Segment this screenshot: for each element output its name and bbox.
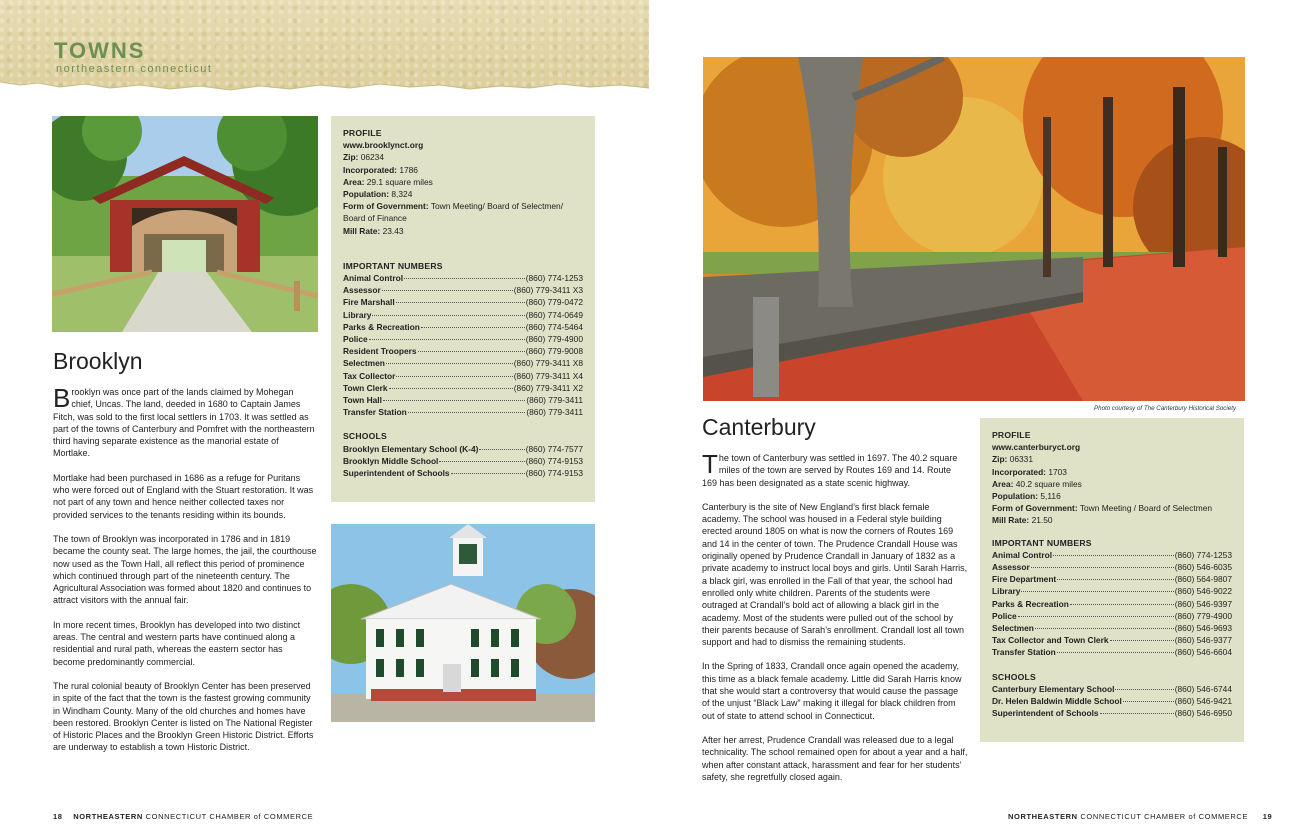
number-row [992, 646, 1232, 658]
article-paragraph: Canterbury is the site of New England’s first black female academy. The school was housed in a Federal style building erected around 1805 on what is now the corners of Routes 169 and 14 in the center of town. The Prudence Crandall House was originally opened by Prudence Crandall in January of 1832 as a private academy to instruct local boys and girls. Until Sarah Harris, a black girl, was enrolled in the Fall of that year, the school had enrolled only white children. Parents of the students were outraged at Crandall’s bold act of allowing a black girl in the academy. Most of the students were pulled out of the school by their parents because of Sarah’s enrollment. Crandall lost all town support and had to dismiss the remaining students. [702, 501, 968, 648]
school-row [992, 683, 1232, 695]
phone-number: (860) 779-3411 X3 [513, 285, 583, 296]
incorporated-line: Incorporated: 1703 [992, 466, 1067, 477]
entry-label: Brooklyn Elementary School (K-4) [343, 443, 479, 454]
numbers-list [343, 272, 583, 418]
dot-leader [372, 315, 524, 316]
area-line: Area: 40.2 square miles [992, 478, 1082, 489]
number-row [343, 333, 583, 345]
entry-label: Selectmen [992, 623, 1034, 634]
number-row [343, 321, 583, 333]
number-row [343, 406, 583, 418]
section-subtitle: northeastern connecticut [56, 63, 213, 75]
number-row [992, 610, 1232, 622]
entry-label: Dr. Helen Baldwin Middle School [992, 696, 1122, 707]
phone-number: (860) 779-3411 [526, 407, 583, 418]
phone-number: (860) 774-7577 [525, 443, 583, 454]
page-number: 18 [53, 812, 63, 821]
entry-label: Fire Department [992, 574, 1057, 585]
entry-label: Library [992, 586, 1021, 597]
numbers-list [992, 549, 1232, 659]
autumn-stone-wall-photo [703, 57, 1245, 401]
website-link[interactable]: www.canterburyct.org [992, 442, 1081, 453]
zip-line: Zip: 06234 [343, 152, 384, 163]
dropcap: T [702, 449, 718, 479]
number-row [992, 622, 1232, 634]
phone-number: (860) 779-3411 X2 [513, 382, 583, 393]
number-row [992, 585, 1232, 597]
right-page [649, 0, 1298, 840]
dot-leader [386, 363, 513, 364]
brooklyn-profile-box [331, 116, 595, 502]
entry-label: Tax Collector [343, 370, 396, 381]
page-number: 19 [1262, 812, 1273, 821]
phone-number: (860) 546-6950 [1174, 708, 1232, 719]
entry-label: Town Hall [343, 395, 382, 406]
dot-leader [1057, 579, 1173, 580]
entry-label: Selectmen [343, 358, 385, 369]
number-row [992, 561, 1232, 573]
phone-number: (860) 774-9153 [525, 455, 583, 466]
dropcap: B [53, 383, 71, 413]
number-row [343, 272, 583, 284]
number-row [343, 309, 583, 321]
phone-number: (860) 774-1253 [525, 273, 583, 284]
number-row [343, 284, 583, 296]
school-row [343, 455, 583, 467]
phone-number: (860) 546-9377 [1174, 635, 1232, 646]
population-line: Population: 5,116 [992, 491, 1061, 502]
entry-label: Assessor [992, 562, 1030, 573]
covered-bridge-photo [52, 116, 318, 332]
phone-number: (860) 546-9397 [1174, 598, 1232, 609]
phone-number: (860) 546-6035 [1174, 562, 1232, 573]
entry-label: Police [992, 610, 1017, 621]
phone-number: (860) 779-4900 [525, 334, 583, 345]
dot-leader [389, 388, 513, 389]
entry-label: Town Clerk [343, 382, 388, 393]
phone-number: (860) 779-0472 [525, 297, 583, 308]
article-paragraph: After her arrest, Prudence Crandall was released due to a legal technicality. The school remained open for about a year and a half, when after constant attack, harassment and fear for her students’ safety, she regretfully closed again. [702, 734, 968, 782]
phone-number: (860) 779-9008 [525, 346, 583, 357]
phone-number: (860) 774-9153 [525, 468, 583, 479]
dot-leader [1053, 555, 1174, 556]
article-paragraph: In more recent times, Brooklyn has developed into two distinct areas. The central and western parts have continued along a residential and rural path, whereas the eastern sector has become predominantly commercial. [53, 619, 301, 667]
entry-label: Animal Control [343, 273, 404, 284]
phone-number: (860) 546-9693 [1174, 623, 1232, 634]
mill-rate-line: Mill Rate: 23.43 [343, 225, 404, 236]
dot-leader [1070, 604, 1174, 605]
phone-number: (860) 779-4900 [1174, 610, 1232, 621]
zip-line: Zip: 06331 [992, 454, 1033, 465]
phone-number: (860) 546-6604 [1174, 647, 1232, 658]
dot-leader [1021, 591, 1173, 592]
footer-right: NORTHEASTERN CONNECTICUT CHAMBER of COMMERCE 19 [1008, 812, 1273, 821]
entry-label: Library [343, 309, 372, 320]
dot-leader [1115, 689, 1173, 690]
dot-leader [1031, 567, 1174, 568]
phone-number: (860) 546-9022 [1174, 586, 1232, 597]
numbers-heading: IMPORTANT NUMBERS [343, 260, 443, 271]
town-title-brooklyn: Brooklyn [53, 348, 143, 374]
entry-label: Transfer Station [343, 407, 407, 418]
government-line: Form of Government: Town Meeting/ Board of Selectmen/ Board of Finance [343, 201, 564, 224]
section-title: TOWNS [54, 38, 146, 63]
phone-number: (860) 779-3411 X8 [513, 358, 583, 369]
phone-number: (860) 546-9421 [1174, 696, 1232, 707]
phone-number: (860) 779-3411 [526, 395, 583, 406]
brooklyn-article [53, 383, 317, 766]
mill-rate-line: Mill Rate: 21.50 [992, 515, 1053, 526]
number-row [343, 382, 583, 394]
number-row [343, 394, 583, 406]
number-row [343, 345, 583, 357]
canterbury-article [702, 449, 968, 795]
dot-leader [1123, 701, 1174, 702]
dot-leader [383, 400, 525, 401]
school-row [343, 443, 583, 455]
entry-label: Parks & Recreation [992, 598, 1069, 609]
entry-label: Police [343, 334, 368, 345]
phone-number: (860) 779-3411 X4 [513, 370, 583, 381]
dot-leader [439, 461, 524, 462]
photo-credit: Photo courtesy of The Canterbury Historical Society [1094, 405, 1237, 412]
town-title-canterbury: Canterbury [702, 414, 816, 440]
torn-paper-edge [0, 80, 649, 98]
entry-label: Brooklyn Middle School [343, 455, 439, 466]
dot-leader [479, 449, 524, 450]
dot-leader [1057, 652, 1174, 653]
article-paragraph: The town of Canterbury was settled in 1697. The 40.2 square miles of the town are served by Routes 169 and 14. Route 169 has been designated as a state scenic highway. [702, 449, 958, 488]
dot-leader [396, 376, 512, 377]
dot-leader [418, 351, 525, 352]
dot-leader [404, 278, 525, 279]
school-row [992, 695, 1232, 707]
entry-label: Parks & Recreation [343, 321, 420, 332]
number-row [992, 634, 1232, 646]
dot-leader [396, 302, 525, 303]
dot-leader [1100, 713, 1174, 714]
phone-number: (860) 564-9807 [1174, 574, 1232, 585]
footer-left: 18 NORTHEASTERN CONNECTICUT CHAMBER of COMMERCE [53, 812, 314, 821]
dot-leader [382, 290, 513, 291]
website-link[interactable]: www.brooklynct.org [343, 140, 424, 151]
entry-label: Tax Collector and Town Clerk [992, 635, 1109, 646]
entry-label: Fire Marshall [343, 297, 395, 308]
article-paragraph: Brooklyn was once part of the lands claimed by Mohegan chief, Uncas. The land, deeded in 1680 to Captain James Fitch, was sold to the first local settlers in 1703. It was settled as part of the towns of Canterbury and Pomfret with the northeastern third having separate existence as the manorial estate of Mortlake. [53, 383, 315, 459]
government-line: Form of Government: Town Meeting / Board of Selectmen [992, 503, 1213, 514]
number-row [343, 370, 583, 382]
numbers-heading: IMPORTANT NUMBERS [992, 537, 1092, 548]
article-paragraph: Mortlake had been purchased in 1686 as a refuge for Puritans who were forced out of England with the Stuart restoration. It was not part of any town and hence neither collected taxes nor provided services to the tenants residing within its bounds. [53, 472, 314, 520]
phone-number: (860) 774-1253 [1174, 549, 1232, 560]
number-row [992, 573, 1232, 585]
schools-list [992, 683, 1232, 720]
dot-leader [1035, 628, 1174, 629]
entry-label: Canterbury Elementary School [992, 683, 1115, 694]
population-line: Population: 8,324 [343, 189, 413, 200]
school-row [343, 467, 583, 479]
schools-heading: SCHOOLS [992, 671, 1036, 682]
dot-leader [451, 473, 525, 474]
entry-label: Superintendent of Schools [992, 708, 1099, 719]
article-paragraph: The town of Brooklyn was incorporated in 1786 and in 1819 became the county seat. The large homes, the jail, the courthouse now used as the Town Hall, all reflect this period of prominence which continued through part of the nineteenth century. The Agricultural Association was formed about 1820 and continues to attract visitors with the annual fair. [53, 533, 317, 606]
schools-heading: SCHOOLS [343, 431, 387, 442]
entry-label: Resident Troopers [343, 346, 417, 357]
profile-heading: PROFILE [343, 128, 382, 138]
school-row [992, 707, 1232, 719]
phone-number: (860) 774-0649 [525, 309, 583, 320]
dot-leader [369, 339, 525, 340]
number-row [992, 598, 1232, 610]
entry-label: Superintendent of Schools [343, 468, 450, 479]
phone-number: (860) 546-6744 [1174, 683, 1232, 694]
dot-leader [1110, 640, 1174, 641]
dot-leader [421, 327, 525, 328]
entry-label: Assessor [343, 285, 381, 296]
incorporated-line: Incorporated: 1786 [343, 164, 418, 175]
number-row [992, 549, 1232, 561]
number-row [343, 296, 583, 308]
phone-number: (860) 774-5464 [525, 321, 583, 332]
article-paragraph: In the Spring of 1833, Crandall once again opened the academy, this time as a black female academy. Little did Sarah Harris know that she would start a controversy that would cause the passage of the unjust “Black Law” making it illegal for black children from out of state to attend school in Connecticut. [702, 661, 962, 721]
profile-heading: PROFILE [992, 430, 1031, 440]
dot-leader [408, 412, 526, 413]
area-line: Area: 29.1 square miles [343, 176, 433, 187]
dot-leader [1018, 616, 1174, 617]
town-hall-photo [331, 524, 595, 722]
entry-label: Transfer Station [992, 647, 1056, 658]
schools-list [343, 443, 583, 480]
canterbury-profile-box [980, 418, 1244, 742]
number-row [343, 357, 583, 369]
entry-label: Animal Control [992, 549, 1053, 560]
article-paragraph: The rural colonial beauty of Brooklyn Center has been preserved in spite of the fact that the town is the fastest growing community in Windham County. Many of the old churches and homes have been restored. Brooklyn Center is listed on The National Register of Historic Places and the Brooklyn Green Historic District. Efforts are underway to establish a town Historic District. [53, 680, 314, 753]
